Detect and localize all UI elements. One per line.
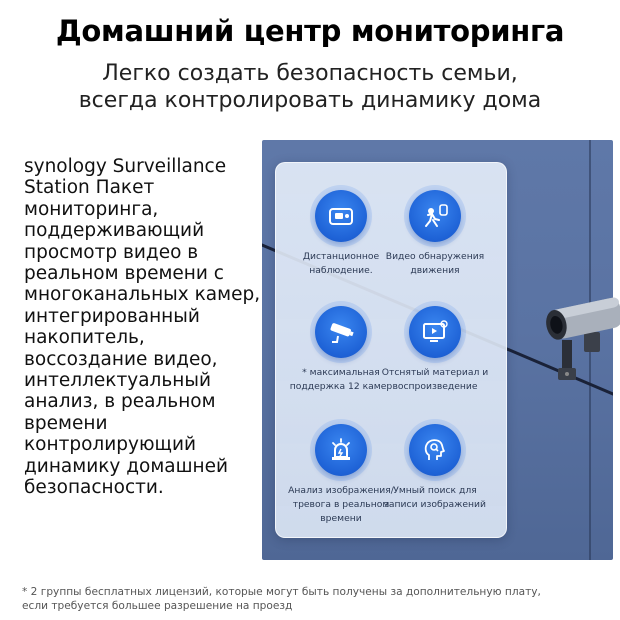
footnote xyxy=(22,585,612,613)
subtitle-line-1: Легко создать безопасность семьи, xyxy=(102,61,518,86)
subtitle-line-2: всегда контролировать динамику дома xyxy=(78,88,542,113)
feature-label: * максимальная поддержка 12 камер xyxy=(289,367,393,392)
feature-playback xyxy=(377,306,493,394)
page-title: Домашний центр мониторинга xyxy=(55,14,565,48)
footnote-line-2: если требуется большее разрешение на проезд xyxy=(22,600,293,612)
playback-monitor-icon xyxy=(409,306,461,358)
feature-motion-detection xyxy=(377,190,493,278)
security-camera-image xyxy=(544,290,620,385)
remote-monitor-icon xyxy=(315,190,367,242)
product-description: synology Surveillance Station Пакет мониторинга, поддерживающий просмотр видео в реальном времени с многоканальных камер, интегрированный накопитель, воссоздание видео, интеллектуальный анализ, в реальном времени контролирующий динамику домашней безопасности. xyxy=(24,156,261,499)
page-subtitle xyxy=(0,60,620,114)
feature-label: Видео обнаружения движения xyxy=(385,251,485,276)
feature-label: Отснятый материал и воспроизведение xyxy=(381,367,489,392)
cctv-camera-icon xyxy=(315,306,367,358)
feature-label: Умный поиск для записи изображений xyxy=(384,485,486,510)
feature-label: Анализ изображения/ тревога в реальном времени xyxy=(288,485,394,524)
feature-smart-search xyxy=(377,424,493,512)
motion-detection-icon xyxy=(409,190,461,242)
feature-label: Дистанционное наблюдение. xyxy=(302,251,380,276)
alarm-siren-icon xyxy=(315,424,367,476)
smart-search-icon xyxy=(409,424,461,476)
footnote-line-1: * 2 группы бесплатных лицензий, которые могут быть получены за дополнительную плату, xyxy=(22,586,541,598)
